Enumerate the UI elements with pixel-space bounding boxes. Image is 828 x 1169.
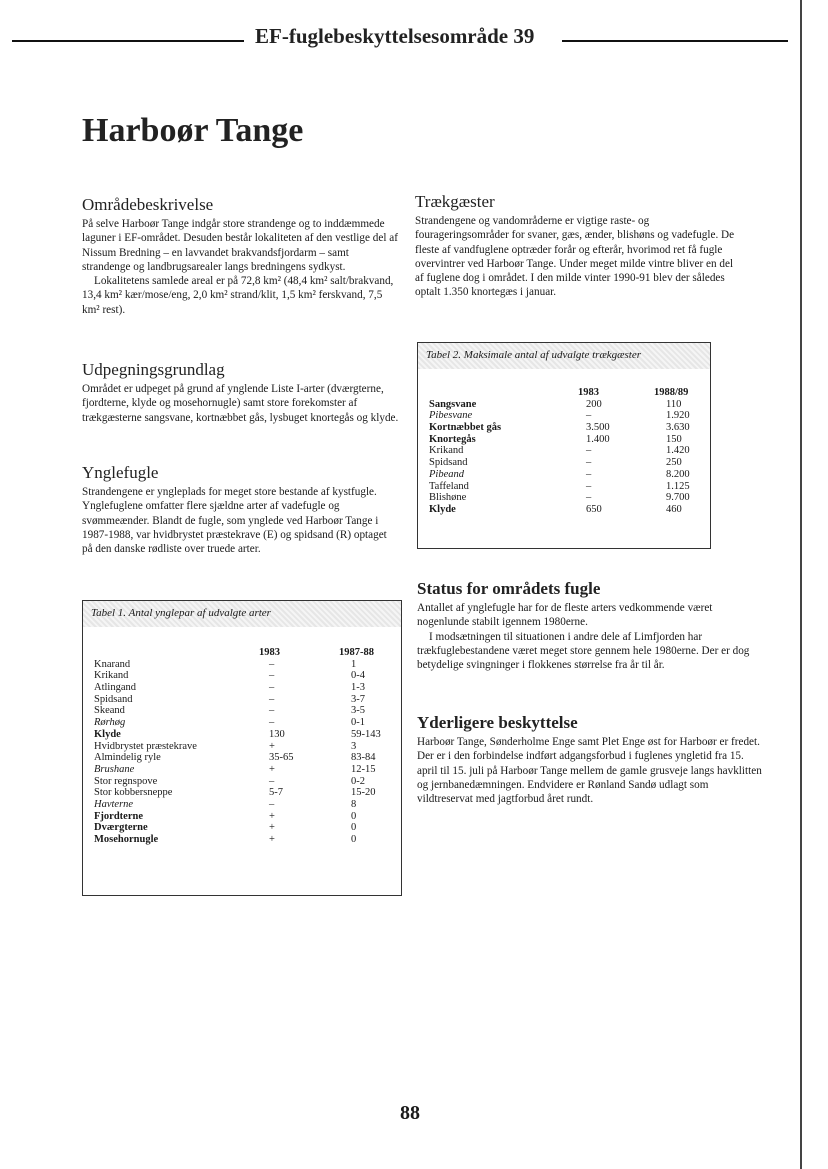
value-col1: 130 <box>269 728 285 740</box>
header-title: EF-fuglebeskyttelsesområde 39 <box>255 24 535 48</box>
value-col1: 200 <box>586 398 602 410</box>
section-heading: Ynglefugle <box>82 463 159 482</box>
section-heading: Status for områdets fugle <box>417 579 601 598</box>
section-status <box>417 579 765 672</box>
species-name: Dværgterne <box>94 822 148 834</box>
value-col2: 59-143 <box>351 728 381 740</box>
value-col1: + <box>269 834 275 845</box>
value-col2: 0-1 <box>351 717 365 729</box>
value-col1: 5-7 <box>269 787 283 799</box>
paragraph: På selve Harboør Tange indgår store strandenge og to inddæmmede laguner i EF-området. Desuden består lokaliteten af den vestlige del af Nissum Bredning – en lavvandet brakvandsfjordarm – samt strandenge og landbrugsarealer langs bredningens sydkyst. <box>82 218 398 273</box>
species-name: Klyde <box>429 503 456 515</box>
species-name: Stor regnspove <box>94 775 158 787</box>
table-row <box>83 670 401 682</box>
table-row <box>418 457 710 469</box>
species-name: Almindelig ryle <box>94 752 161 764</box>
section-body <box>417 601 765 672</box>
table-caption: Tabel 2. Maksimale antal af udvalgte trækgæster <box>418 343 710 369</box>
section-heading: Trækgæster <box>415 192 495 211</box>
species-name: Spidsand <box>429 457 468 469</box>
value-col1: 35-65 <box>269 752 294 764</box>
species-name: Pibesvane <box>429 410 473 422</box>
table-row <box>83 659 401 671</box>
species-name: Krikand <box>94 670 129 682</box>
paragraph: I modsætningen til situationen i andre dele af Limfjorden har trækfuglebestandene været meget store gennem hele 1980erne. Der er dog betydelige svingninger i flokkenes størrelse fra år til år. <box>417 630 750 672</box>
species-name: Kortnæbbet gås <box>429 422 502 434</box>
value-col1: – <box>586 492 592 504</box>
value-col2: 3.630 <box>666 422 690 434</box>
value-col1: – <box>269 658 275 670</box>
section-yderligere-beskyttelse <box>417 713 765 806</box>
value-col1: + <box>269 810 275 822</box>
value-col1: 3.500 <box>586 422 610 434</box>
value-col1: – <box>269 670 275 682</box>
column-header-1987-88: 1987-88 <box>339 647 374 658</box>
value-col2: 0 <box>351 822 357 834</box>
value-col2: 9.700 <box>666 492 690 504</box>
paragraph: Strandengene og vandområderne er vigtige raste- og fourageringsområder for svaner, gæs, ænder, blishøns og vadefugle. De fleste af vandfuglene optræder forår og efterår, hvorimod ret få fugle overvintrer ved Harboør Tange. Under meget milde vintre bliver en del af fuglene dog i området. I den milde vinter 1990-91 blev der således optalt 1.350 knortegæs i januar. <box>415 215 735 299</box>
value-col2: 0-2 <box>351 775 365 787</box>
value-col1: + <box>269 763 275 775</box>
table-caption: Tabel 1. Antal ynglepar af udvalgte arter <box>83 601 401 627</box>
species-name: Taffeland <box>429 480 469 492</box>
table-header-row <box>418 387 710 399</box>
value-col2: 1 <box>351 658 357 670</box>
column-header-1983: 1983 <box>578 387 599 398</box>
paragraph: Området er udpeget på grund af ynglende Liste I-arter (dværgterne, fjordterne, klyde og mosehornugle) samt store forekomster af trækgæsterne sangsvane, kortnæbbet gås, lysbuget knortegås og klyde. <box>82 383 399 424</box>
section-udpegningsgrundlag <box>82 360 400 425</box>
value-col2: 1.125 <box>666 480 690 492</box>
value-col2: 83-84 <box>351 752 376 764</box>
table-row <box>83 729 401 741</box>
table-row <box>418 492 710 504</box>
table-row <box>418 469 710 481</box>
value-col1: – <box>269 798 275 810</box>
value-col2: 0-4 <box>351 670 365 682</box>
table-row <box>83 682 401 694</box>
value-col2: 1.420 <box>666 445 690 457</box>
species-name: Havterne <box>94 798 134 810</box>
header-rule-right <box>562 40 788 42</box>
section-ynglefugle <box>82 463 400 556</box>
paragraph: Strandengene er yngleplads for meget store bestande af kystfugle. Ynglefuglene omfatter flere sjældne arter af vadefugle og svømmeænder. Blandt de fugle, som ynglede ved Harboør Tange i 1987-1988, var hvidbrystet præstekrave (E) og spidsand (R) optaget på den danske rødliste over truede arter. <box>82 486 387 556</box>
table-row <box>418 504 710 516</box>
table-row <box>418 410 710 422</box>
value-col2: 0 <box>351 810 357 822</box>
value-col2: 3 <box>351 740 357 752</box>
section-body <box>417 735 765 806</box>
species-name: Rørhøg <box>94 717 126 729</box>
section-body <box>82 382 400 425</box>
value-col2: 0 <box>351 834 357 845</box>
table-body <box>418 399 710 516</box>
species-name: Mosehornugle <box>94 834 159 845</box>
value-col1: – <box>269 705 275 717</box>
table-row <box>83 764 401 776</box>
species-name: Klyde <box>94 728 121 740</box>
species-name: Skeand <box>94 705 125 717</box>
paragraph: Lokalitetens samlede areal er på 72,8 km² (48,4 km² salt/brakvand, 13,4 km² kær/mose/eng, 2,0 km² strand/klit, 1,5 km² ferskvand, 7,5 km² rest). <box>82 275 394 316</box>
value-col2: 250 <box>666 457 682 469</box>
paragraph: Harboør Tange, Sønderholme Enge samt Plet Enge øst for Harboør er fredet. Der er i den forbindelse indført adgangsforbud i fuglenes yngletid fra 15. april til 15. juli på Harboør Tange mellem de gamle grusveje langs havklitten og jernbanedæmningen. Endvidere er Rønland Sandø udlagt som vildtreservat med jagtforbud året rundt. <box>417 736 762 806</box>
section-heading: Yderligere beskyttelse <box>417 713 578 732</box>
table-row <box>83 799 401 811</box>
table-body <box>83 659 401 846</box>
table-row <box>418 422 710 434</box>
species-name: Sangsvane <box>429 398 477 410</box>
species-name: Hvidbrystet præstekrave <box>94 740 197 752</box>
value-col1: 650 <box>586 503 602 515</box>
header-rule-left <box>12 40 244 42</box>
species-name: Krikand <box>429 445 464 457</box>
value-col1: + <box>269 822 275 834</box>
value-col2: 8.200 <box>666 468 690 480</box>
value-col2: 150 <box>666 433 682 445</box>
value-col1: – <box>269 717 275 729</box>
section-traekgaester <box>415 192 743 300</box>
table-row <box>83 752 401 764</box>
value-col1: 1.400 <box>586 433 610 445</box>
section-omradebeskrivelse <box>82 195 400 317</box>
value-col1: + <box>269 740 275 752</box>
table-row <box>83 787 401 799</box>
value-col1: – <box>269 682 275 694</box>
value-col1: – <box>586 480 592 492</box>
section-heading: Udpegningsgrundlag <box>82 360 225 379</box>
value-col2: 3-7 <box>351 693 365 705</box>
section-body <box>82 485 400 556</box>
table-row <box>418 445 710 457</box>
value-col1: – <box>586 468 592 480</box>
value-col1: – <box>586 445 592 457</box>
paragraph: Antallet af ynglefugle har for de fleste arters vedkommende været nogenlunde stabilt igennem 1980erne. <box>417 602 713 629</box>
value-col2: 110 <box>666 398 682 410</box>
value-col1: – <box>586 457 592 469</box>
table-row <box>418 481 710 493</box>
species-name: Blishøne <box>429 492 467 504</box>
species-name: Spidsand <box>94 693 133 705</box>
species-name: Stor kobbersneppe <box>94 787 173 799</box>
table-row <box>418 399 710 411</box>
value-col2: 8 <box>351 798 357 810</box>
scan-edge-line <box>800 0 802 1169</box>
page-number: 88 <box>400 1102 420 1124</box>
table-row <box>83 776 401 788</box>
table-row <box>83 741 401 753</box>
value-col1: – <box>269 775 275 787</box>
value-col2: 460 <box>666 503 682 515</box>
section-body <box>82 217 400 317</box>
table-row <box>83 694 401 706</box>
section-heading: Områdebeskrivelse <box>82 195 214 214</box>
table-row <box>83 705 401 717</box>
value-col2: 3-5 <box>351 705 365 717</box>
species-name: Brushane <box>94 763 135 775</box>
column-header-1988-89: 1988/89 <box>654 387 689 398</box>
value-col2: 15-20 <box>351 787 376 799</box>
value-col2: 1-3 <box>351 682 365 694</box>
value-col1: – <box>586 410 592 422</box>
value-col1: – <box>269 693 275 705</box>
table-row <box>83 822 401 834</box>
section-body <box>415 214 743 300</box>
species-name: Knarand <box>94 658 131 670</box>
species-name: Atlingand <box>94 682 136 694</box>
value-col2: 12-15 <box>351 763 376 775</box>
value-col2: 1.920 <box>666 410 690 422</box>
species-name: Fjordterne <box>94 810 143 822</box>
table-row <box>418 434 710 446</box>
table-traekgaester <box>417 342 711 549</box>
table-row <box>83 811 401 823</box>
table-ynglepar <box>82 600 402 896</box>
table-row <box>83 717 401 729</box>
page-title: Harboør Tange <box>82 112 304 149</box>
column-header-1983: 1983 <box>259 647 280 658</box>
species-name: Knortegås <box>429 433 476 445</box>
table-row <box>83 834 401 846</box>
species-name: Pibeand <box>429 468 464 480</box>
table-header-row <box>83 647 401 659</box>
